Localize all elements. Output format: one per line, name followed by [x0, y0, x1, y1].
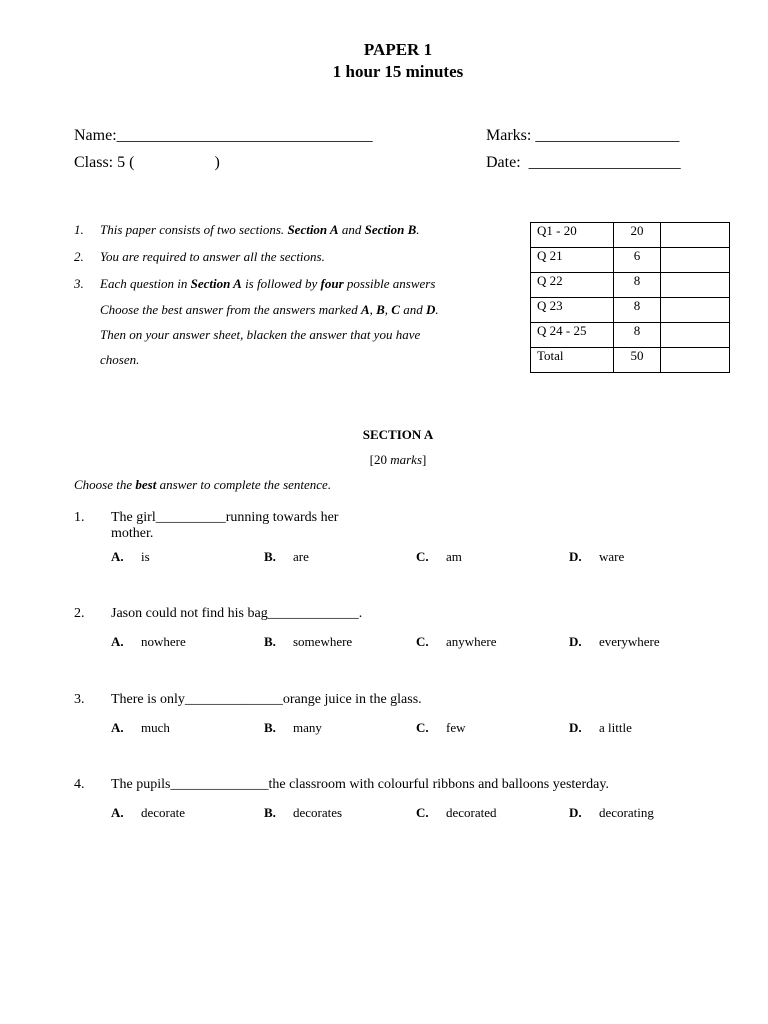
- marks-field: Marks: __________________: [486, 127, 680, 144]
- text-part: marks: [390, 452, 423, 467]
- table-cell-blank: [661, 248, 730, 273]
- name-field: Name:________________________________: [74, 127, 373, 144]
- option-c: [416, 805, 497, 821]
- table-cell-blank: [661, 348, 730, 373]
- option-letter: D.: [569, 805, 582, 820]
- table-cell-label: Total: [531, 348, 614, 373]
- table-row: [531, 348, 730, 373]
- instruction-3-line-4: chosen.: [100, 352, 140, 367]
- option-d: [569, 549, 625, 565]
- question-3-number: 3.: [74, 692, 85, 707]
- text-part: Each question in: [100, 276, 191, 291]
- question-1-text: The girl__________running towards her: [111, 510, 339, 525]
- text-part: ,: [384, 302, 392, 317]
- option-text: much: [141, 720, 170, 735]
- option-text: anywhere: [446, 634, 497, 649]
- table-row: [531, 223, 730, 248]
- text-part: and: [338, 222, 365, 237]
- text-part: is followed by: [241, 276, 321, 291]
- option-a: [111, 634, 186, 650]
- table-cell-label: Q 21: [531, 248, 614, 273]
- text-part: and: [399, 302, 426, 317]
- table-cell-value: 20: [614, 223, 661, 248]
- text-part: possible answers: [343, 276, 436, 291]
- option-text: decorating: [599, 805, 654, 820]
- option-letter: B.: [264, 634, 276, 649]
- option-letter: C.: [416, 720, 429, 735]
- class-field: Class: 5 ( ): [74, 154, 220, 171]
- table-cell-label: Q 24 - 25: [531, 323, 614, 348]
- bold-part: C: [391, 302, 400, 317]
- table-row: [531, 323, 730, 348]
- text-part: ,: [369, 302, 377, 317]
- option-a: [111, 720, 170, 736]
- question-4-number: 4.: [74, 777, 85, 792]
- option-text: decorate: [141, 805, 186, 820]
- option-text: am: [446, 549, 462, 564]
- option-b: [264, 549, 309, 565]
- option-letter: C.: [416, 634, 429, 649]
- table-cell-blank: [661, 223, 730, 248]
- option-text: is: [141, 549, 150, 564]
- table-cell-label: Q 23: [531, 298, 614, 323]
- option-d: [569, 720, 632, 736]
- table-row: [531, 248, 730, 273]
- option-letter: C.: [416, 549, 429, 564]
- table-cell-label: Q1 - 20: [531, 223, 614, 248]
- option-d: [569, 805, 654, 821]
- option-text: everywhere: [599, 634, 660, 649]
- section-title: SECTION A: [362, 427, 434, 442]
- option-letter: D.: [569, 549, 582, 564]
- table-row: [531, 273, 730, 298]
- table-cell-value: 8: [614, 298, 661, 323]
- bold-part: Section A: [190, 276, 242, 291]
- instruction-text: You are required to answer all the sections.: [100, 249, 325, 264]
- question-3-text: There is only______________orange juice in the glass.: [111, 692, 422, 707]
- option-letter: A.: [111, 805, 124, 820]
- question-2-text: Jason could not find his bag_____________.: [111, 606, 363, 621]
- option-letter: A.: [111, 549, 124, 564]
- text-part: Choose the best answer from the answers marked: [100, 302, 361, 317]
- option-letter: B.: [264, 549, 276, 564]
- option-text: decorated: [446, 805, 497, 820]
- option-text: are: [293, 549, 309, 564]
- instruction-text: [100, 222, 420, 238]
- instruction-number: 2.: [74, 249, 84, 264]
- table-cell-value: 8: [614, 273, 661, 298]
- text-part: .: [435, 302, 439, 317]
- instruction-3-line-3: Then on your answer sheet, blacken the answer that you have: [100, 327, 421, 342]
- option-c: [416, 720, 466, 736]
- text-part: answer to complete the sentence.: [156, 477, 332, 492]
- option-letter: B.: [264, 720, 276, 735]
- bold-part: Section B: [364, 222, 417, 237]
- text-part: .: [416, 222, 420, 237]
- instruction-text: [100, 276, 435, 292]
- option-letter: D.: [569, 720, 582, 735]
- bold-part: best: [135, 477, 157, 492]
- text-part: This paper consists of two sections.: [100, 222, 288, 237]
- question-2-number: 2.: [74, 606, 85, 621]
- option-text: somewhere: [293, 634, 353, 649]
- section-marks: [0, 452, 768, 468]
- option-text: nowhere: [141, 634, 186, 649]
- instruction-2: [74, 249, 325, 265]
- question-4-text: The pupils______________the classroom with colourful ribbons and balloons yesterday.: [111, 777, 609, 792]
- option-text: ware: [599, 549, 625, 564]
- bold-part: B: [376, 302, 385, 317]
- option-letter: A.: [111, 720, 124, 735]
- question-1-text-line-2: mother.: [111, 526, 154, 541]
- option-b: [264, 805, 343, 821]
- table-cell-blank: [661, 273, 730, 298]
- date-field: Date: ___________________: [486, 154, 681, 171]
- text-part: [20: [369, 452, 391, 467]
- table-row: [531, 298, 730, 323]
- option-text: many: [293, 720, 322, 735]
- bold-part: A: [360, 302, 370, 317]
- paper-title: PAPER 1: [363, 40, 433, 59]
- option-letter: D.: [569, 634, 582, 649]
- option-a: [111, 549, 150, 565]
- marks-table: [530, 222, 730, 373]
- instruction-number: 3.: [74, 276, 84, 291]
- table-cell-value: 50: [614, 348, 661, 373]
- option-letter: C.: [416, 805, 429, 820]
- section-instruction: [74, 477, 331, 493]
- instruction-3-line-2: [100, 302, 439, 318]
- option-d: [569, 634, 660, 650]
- option-b: [264, 634, 353, 650]
- text-part: ]: [422, 452, 427, 467]
- table-cell-value: 6: [614, 248, 661, 273]
- option-c: [416, 634, 497, 650]
- option-letter: B.: [264, 805, 276, 820]
- table-cell-blank: [661, 323, 730, 348]
- option-text: a little: [599, 720, 632, 735]
- table-cell-value: 8: [614, 323, 661, 348]
- option-letter: A.: [111, 634, 124, 649]
- option-b: [264, 720, 322, 736]
- table-cell-blank: [661, 298, 730, 323]
- option-text: decorates: [293, 805, 343, 820]
- option-text: few: [446, 720, 466, 735]
- instruction-3: [74, 276, 436, 292]
- paper-duration: 1 hour 15 minutes: [332, 62, 464, 81]
- bold-part: D: [425, 302, 436, 317]
- instruction-1: [74, 222, 420, 238]
- text-part: Choose the: [74, 477, 136, 492]
- option-c: [416, 549, 462, 565]
- question-1-number: 1.: [74, 510, 85, 525]
- bold-part: four: [320, 276, 344, 291]
- option-a: [111, 805, 186, 821]
- table-cell-label: Q 22: [531, 273, 614, 298]
- instruction-number: 1.: [74, 222, 84, 237]
- bold-part: Section A: [287, 222, 339, 237]
